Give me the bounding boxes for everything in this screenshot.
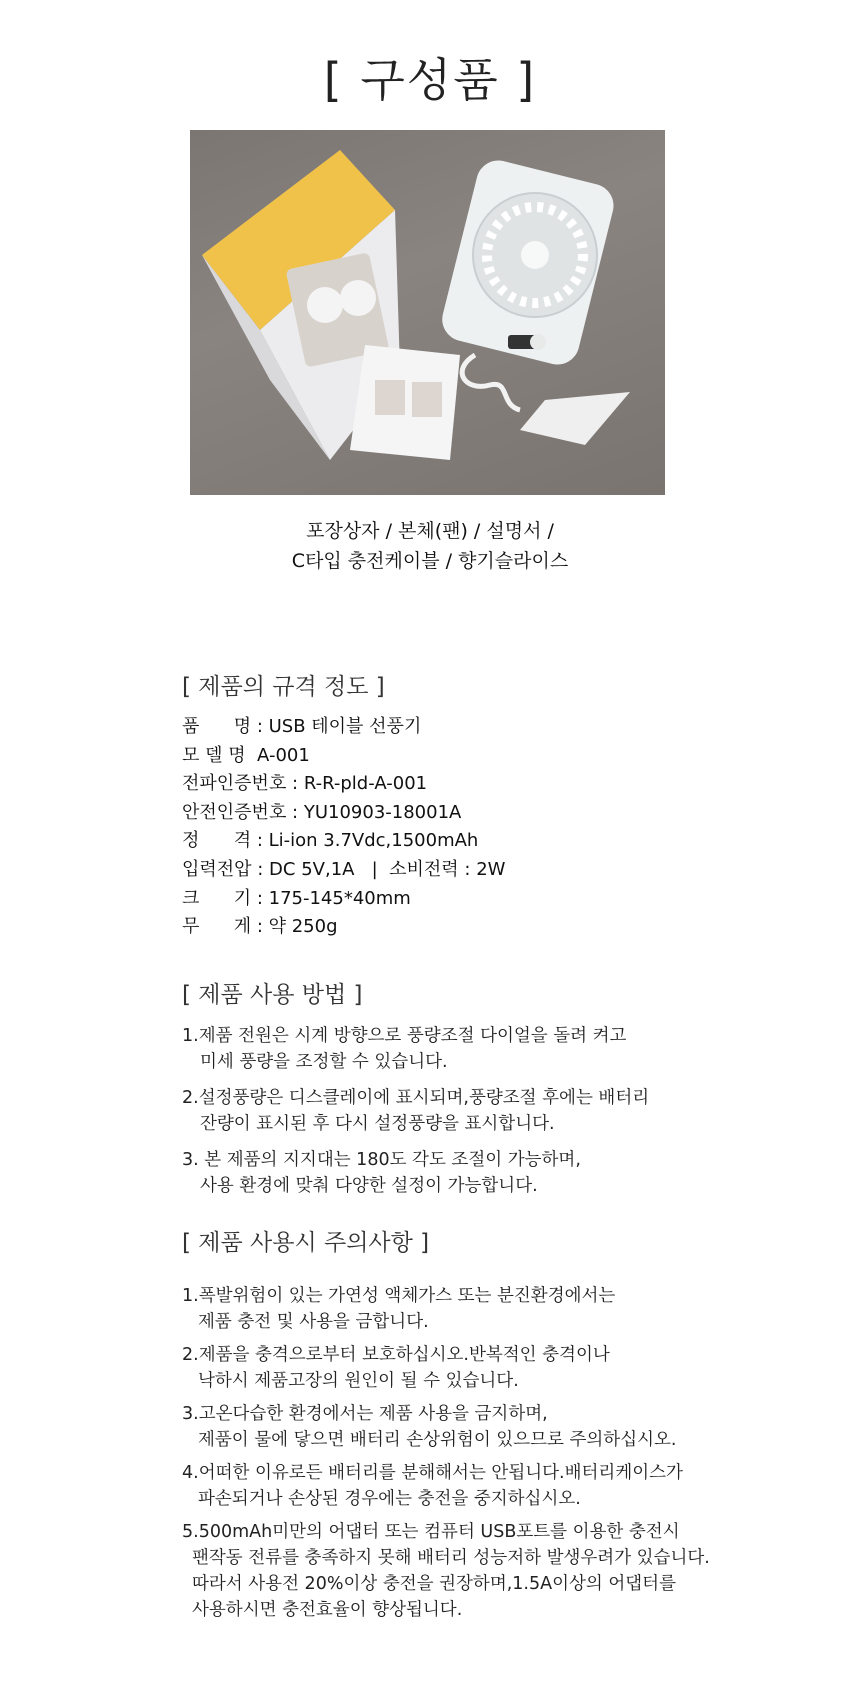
list-item (182, 1342, 710, 1394)
spec-line: 정 격 : Li-ion 3.7Vdc,1500mAh (182, 830, 479, 852)
list-item-line: 낙하시 제품고장의 원인이 될 수 있습니다. (198, 1371, 519, 1391)
list-item (182, 1460, 710, 1512)
list-item-line: 팬작동 전류를 충족하지 못해 배터리 성능저하 발생우려가 있습니다. (192, 1548, 710, 1568)
spec-line: 품 명 : USB 테이블 선풍기 (182, 716, 422, 737)
usage-heading: [ 제품 사용 방법 ] (182, 982, 363, 1008)
caution-section (182, 1224, 710, 1630)
list-item-line: 1.폭발위험이 있는 가연성 액체가스 또는 분진환경에서는 (182, 1286, 616, 1306)
caption-line-2: C타입 충전케이블 / 향기슬라이스 (291, 550, 569, 572)
components-caption (0, 516, 860, 576)
spec-line: 입력전압 : DC 5V,1A | 소비전력 : 2W (182, 858, 506, 880)
caption-line-1: 포장상자 / 본체(팬) / 설명서 / (306, 520, 554, 542)
spec-line: 안전인증번호 : YU10903-18001A (182, 801, 462, 823)
list-item-line: 제품이 물에 닿으면 배터리 손상위험이 있으므로 주의하십시오. (198, 1430, 677, 1450)
list-item-line: 2.제품을 충격으로부터 보호하십시오.반복적인 충격이나 (182, 1345, 610, 1365)
fan-illustration (438, 156, 619, 369)
list-item (182, 1519, 710, 1623)
list-item-line: 사용 환경에 맞춰 다양한 설정이 가능합니다. (200, 1176, 538, 1196)
list-item-line: 3. 본 제품의 지지대는 180도 각도 조절이 가능하며, (182, 1150, 581, 1170)
list-item-line: 사용하시면 충전효율이 향상됩니다. (192, 1600, 463, 1620)
list-item-line: 2.설정풍량은 디스클레이에 표시되며,풍량조절 후에는 배터리 (182, 1088, 650, 1108)
list-item (182, 1401, 710, 1453)
usage-section (182, 976, 649, 1209)
spec-heading: [ 제품의 규격 정도 ] (182, 674, 385, 700)
list-item-line: 따라서 사용전 20%이상 충전을 권장하며,1.5A이상의 어댑터를 (192, 1574, 676, 1594)
page-title: [ 구성품 ] (323, 53, 537, 107)
spec-section (182, 668, 505, 942)
spec-line: 크 기 : 175-145*40mm (182, 887, 411, 909)
spec-line: 모 델 명 A-001 (182, 744, 310, 766)
list-item (182, 1085, 649, 1137)
caution-heading: [ 제품 사용시 주의사항 ] (182, 1230, 430, 1256)
list-item-line: 파손되거나 손상된 경우에는 충전을 중지하십시오. (198, 1489, 581, 1509)
list-item-line: 1.제품 전원은 시계 방향으로 풍량조절 다이얼을 돌려 켜고 (182, 1026, 627, 1046)
list-item (182, 1283, 710, 1335)
list-item-line: 제품 충전 및 사용을 금합니다. (198, 1312, 429, 1332)
cable-illustration (462, 355, 520, 410)
product-photo (190, 130, 665, 495)
list-item-line: 4.어떠한 이유로든 배터리를 분해해서는 안됩니다.배터리케이스가 (182, 1463, 683, 1483)
spec-line: 무 게 : 약 250g (182, 916, 338, 938)
list-item (182, 1023, 649, 1075)
list-item-line: 미세 풍량을 조정할 수 있습니다. (200, 1052, 448, 1072)
list-item-line: 잔량이 표시된 후 다시 설정풍량을 표시합니다. (200, 1114, 555, 1134)
manual-illustration (350, 345, 460, 460)
spec-line: 전파인증번호 : R-R-pld-A-001 (182, 773, 428, 795)
list-item-line: 3.고온다습한 환경에서는 제품 사용을 금지하며, (182, 1404, 548, 1424)
list-item (182, 1147, 649, 1199)
list-item-line: 5.500mAh미만의 어댑터 또는 컴퓨터 USB포트를 이용한 충전시 (182, 1522, 680, 1542)
scent-slice-illustration (520, 392, 630, 445)
